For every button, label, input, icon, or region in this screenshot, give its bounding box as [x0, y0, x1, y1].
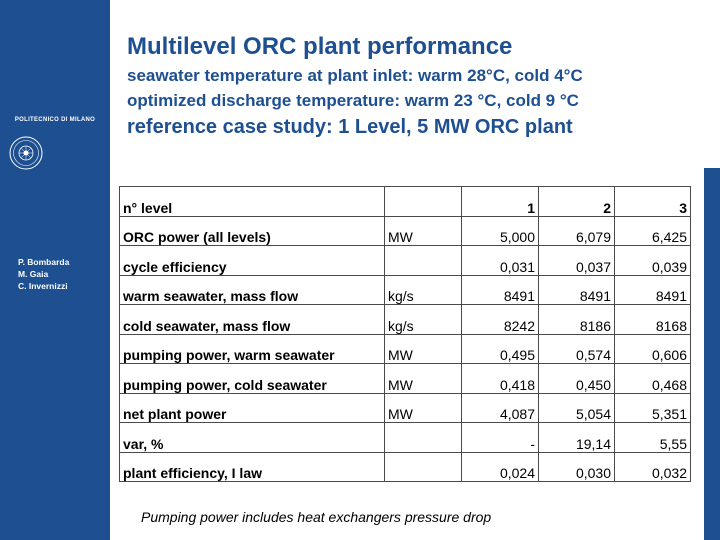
value-level-2: 0,574 — [539, 334, 615, 364]
value-level-3: 8168 — [615, 305, 691, 335]
slide-subtitle-3: reference case study: 1 Level, 5 MW ORC plant — [127, 116, 573, 138]
author-name: C. Invernizzi — [18, 281, 68, 291]
table-row — [120, 275, 691, 305]
left-sidebar — [0, 0, 110, 540]
value-level-2: 6,079 — [539, 216, 615, 246]
row-label: warm seawater, mass flow — [120, 275, 385, 305]
value-level-2: 0,450 — [539, 364, 615, 394]
table-row — [120, 393, 691, 423]
row-unit — [385, 246, 462, 276]
table-row — [120, 246, 691, 276]
row-unit — [385, 452, 462, 482]
row-unit — [385, 423, 462, 453]
value-level-1: 1 — [462, 187, 539, 217]
value-level-3: 5,351 — [615, 393, 691, 423]
footnote: Pumping power includes heat exchangers pressure drop — [141, 509, 492, 525]
university-seal-icon — [9, 136, 43, 170]
right-accent-bar — [704, 168, 720, 540]
row-label: pumping power, warm seawater — [120, 334, 385, 364]
table-header-row — [120, 187, 691, 217]
value-level-2: 19,14 — [539, 423, 615, 453]
table-row — [120, 364, 691, 394]
value-level-1: - — [462, 423, 539, 453]
value-level-2: 5,054 — [539, 393, 615, 423]
row-unit: MW — [385, 364, 462, 394]
value-level-3: 5,55 — [615, 423, 691, 453]
institution-name: POLITECNICO DI MILANO — [14, 117, 96, 123]
slide-subtitle-1: seawater temperature at plant inlet: warm 28°C, cold 4°C — [127, 66, 583, 85]
author-name: P. Bombarda — [18, 257, 70, 267]
table-row — [120, 423, 691, 453]
value-level-1: 0,031 — [462, 246, 539, 276]
value-level-3: 0,468 — [615, 364, 691, 394]
table-row — [120, 216, 691, 246]
slide-title: Multilevel ORC plant performance — [127, 33, 513, 60]
authors — [18, 256, 69, 292]
performance-table — [119, 186, 691, 482]
value-level-3: 3 — [615, 187, 691, 217]
value-level-3: 6,425 — [615, 216, 691, 246]
value-level-3: 8491 — [615, 275, 691, 305]
row-unit — [385, 187, 462, 217]
row-label: n° level — [120, 187, 385, 217]
value-level-2: 0,037 — [539, 246, 615, 276]
row-unit: kg/s — [385, 275, 462, 305]
slide-subtitle-2: optimized discharge temperature: warm 23 °C, cold 9 °C — [127, 91, 579, 110]
value-level-2: 0,030 — [539, 452, 615, 482]
row-label: var, % — [120, 423, 385, 453]
value-level-2: 8491 — [539, 275, 615, 305]
value-level-1: 5,000 — [462, 216, 539, 246]
row-unit: MW — [385, 393, 462, 423]
value-level-1: 4,087 — [462, 393, 539, 423]
row-label: pumping power, cold seawater — [120, 364, 385, 394]
value-level-2: 8186 — [539, 305, 615, 335]
row-unit: MW — [385, 334, 462, 364]
row-label: net plant power — [120, 393, 385, 423]
table-row — [120, 305, 691, 335]
row-label: ORC power (all levels) — [120, 216, 385, 246]
table-row — [120, 452, 691, 482]
value-level-1: 8242 — [462, 305, 539, 335]
row-label: cold seawater, mass flow — [120, 305, 385, 335]
row-unit: MW — [385, 216, 462, 246]
table-row — [120, 334, 691, 364]
row-label: plant efficiency, I law — [120, 452, 385, 482]
value-level-3: 0,606 — [615, 334, 691, 364]
value-level-1: 8491 — [462, 275, 539, 305]
row-unit: kg/s — [385, 305, 462, 335]
value-level-1: 0,495 — [462, 334, 539, 364]
value-level-3: 0,039 — [615, 246, 691, 276]
value-level-1: 0,024 — [462, 452, 539, 482]
author-name: M. Gaia — [18, 269, 49, 279]
value-level-2: 2 — [539, 187, 615, 217]
value-level-3: 0,032 — [615, 452, 691, 482]
row-label: cycle efficiency — [120, 246, 385, 276]
value-level-1: 0,418 — [462, 364, 539, 394]
